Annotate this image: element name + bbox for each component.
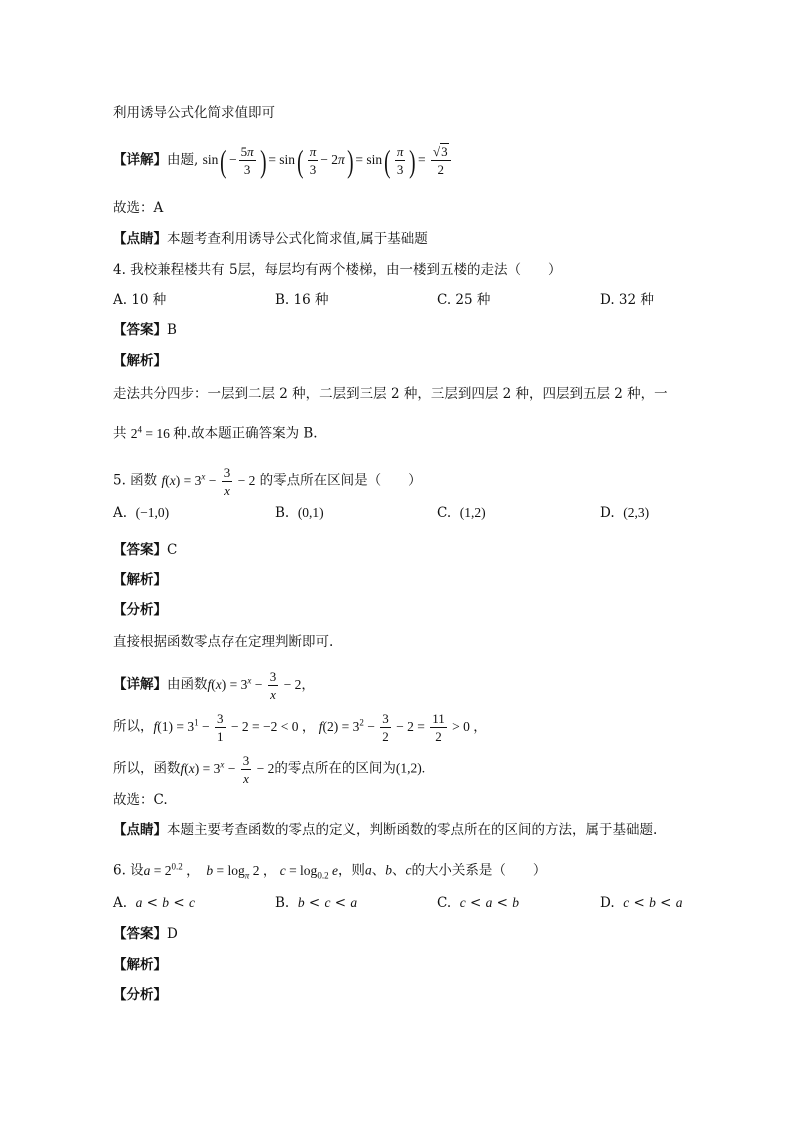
q5-stem [113, 456, 754, 496]
q4-stem: 4. 我校兼程楼共有 5层，每层均有两个楼梯，由一楼到五楼的走法（ ） [113, 262, 562, 278]
math-variables: a [364, 862, 372, 878]
q4-option-d: D. 32 种 [600, 292, 654, 308]
q5-stem-prefix: 5. 函数 [113, 472, 158, 489]
answer-value: B [167, 322, 177, 338]
q6-option-a: A. a < b < c [113, 895, 195, 911]
answer-value: D [167, 926, 178, 942]
q6-option-d: D. c < b < a [600, 895, 683, 911]
q5-option-b: B. (0,1) [275, 505, 324, 521]
answer-tag: 【答案】 [113, 322, 167, 338]
q6-option-b: B. b < c < a [275, 895, 358, 911]
math-expression: sin( − $\frac{5\pi}{3}$ ) = sin( $\frac{\pi}{3}$ − 2π) = sin( $\frac{\pi}{3}$ ) = $\frac{√3}{2}$ [203, 152, 453, 167]
comment-text: 本题考查利用诱导公式化简求值,属于基础题 [167, 231, 428, 247]
math-expression: $f(1) = 3^1$ − $\frac{3}{1}$ − 2 = −2 < 0 ， $f(2) = 3^2$ − $\frac{3}{2}$ − 2 = $\frac{11}{2}$ > 0 ， [153, 710, 487, 744]
q5-option-d: D. (2,3) [600, 505, 650, 521]
analysis-suffix: .故本题正确答案为 B. [186, 425, 318, 442]
math-expression: $f(x) = 3^x$ − $\frac{3}{x}$ − 2 [161, 464, 256, 498]
q5-choice: 故选：C. [113, 792, 168, 808]
q4-option-c: C. 25 种 [437, 292, 491, 308]
q5-fenxi-text: 直接根据函数零点存在定理判断即可. [113, 634, 334, 650]
q5-analysis-tag: 【解析】 [113, 572, 167, 588]
q4-options [113, 290, 754, 310]
detail-tag: 【详解】 [113, 676, 167, 693]
q5-detail [113, 660, 754, 700]
q5-stem-suffix: 的零点所在区间是（ ） [259, 472, 422, 489]
q5-comment [113, 820, 754, 840]
q5-options [113, 503, 754, 523]
math-expression: $2^4 = 16$ 种 [130, 424, 187, 441]
q6-answer [113, 924, 754, 944]
q5-so-line1 [113, 702, 754, 742]
solution-hint-text: 利用诱导公式化简求值即可 [113, 105, 275, 121]
q5-option-c: C. (1,2) [437, 505, 486, 521]
comment-tag: 【点睛】 [113, 231, 167, 247]
math-expression: $f(x) = 3^x$ − $\frac{3}{x}$ − 2 [180, 752, 275, 786]
q4-option-a: A. 10 种 [113, 292, 167, 308]
q5-option-a: A. (−1,0) [113, 505, 170, 521]
math-expression: $a = 2^{0.2}$ ， $b = \log_\pi 2$ ， $c = \log_{0.2} e$ [143, 861, 338, 881]
answer-tag: 【答案】 [113, 926, 167, 942]
detail-prefix: 由题, [167, 152, 199, 168]
answer-value: C [167, 542, 178, 558]
q4-answer [113, 320, 754, 340]
q6-stem-suffix: 的大小关系是（ ） [411, 862, 547, 879]
detail-prefix: 由函数 [167, 676, 208, 693]
q6-stem-prefix: 6. 设 [113, 862, 144, 879]
q4-option-b: B. 16 种 [275, 292, 329, 308]
q6-fenxi-tag: 【分析】 [113, 987, 167, 1003]
comment-tag: 【点睛】 [113, 822, 167, 838]
q5-fenxi-tag: 【分析】 [113, 602, 167, 618]
so2-suffix: 的零点所在的区间为 [274, 760, 396, 777]
q6-stem: 6. 设$a = 2^{0.2}$ ， $b = \log_\pi 2$ ， $c = \log_{0.2} e$，则a、b、c的大小关系是（ ） [113, 861, 547, 881]
choice-line-q3: 故选：A [113, 200, 164, 216]
detail-tag: 【详解】 [113, 152, 167, 168]
interval-value: (1,2). [395, 760, 426, 776]
q6-options [113, 893, 754, 913]
math-expression: $f(x) = 3^x$ − $\frac{3}{x}$ − 2， [207, 668, 315, 702]
so2-prefix: 所以，函数 [113, 760, 181, 777]
q6-stem-mid: ，则 [337, 862, 365, 879]
q4-analysis-tag: 【解析】 [113, 353, 167, 369]
q5-so-line2 [113, 744, 754, 784]
q4-analysis-line2 [113, 419, 754, 444]
analysis-prefix: 共 [113, 425, 127, 442]
answer-tag: 【答案】 [113, 542, 167, 558]
comment-line-q3 [113, 229, 754, 249]
q6-analysis-tag: 【解析】 [113, 957, 167, 973]
q6-option-c: C. c < a < b [437, 895, 520, 911]
q4-analysis-line1: 走法共分四步：一层到二层 2 种，二层到三层 2 种，三层到四层 2 种，四层到五层 2 种，一 [113, 386, 668, 402]
detail-line-q3 [113, 138, 754, 182]
comment-text: 本题主要考查函数的零点的定义，判断函数的零点所在的区间的方法，属于基础题. [167, 822, 658, 838]
q5-answer [113, 540, 754, 560]
so-prefix: 所以， [113, 718, 154, 735]
